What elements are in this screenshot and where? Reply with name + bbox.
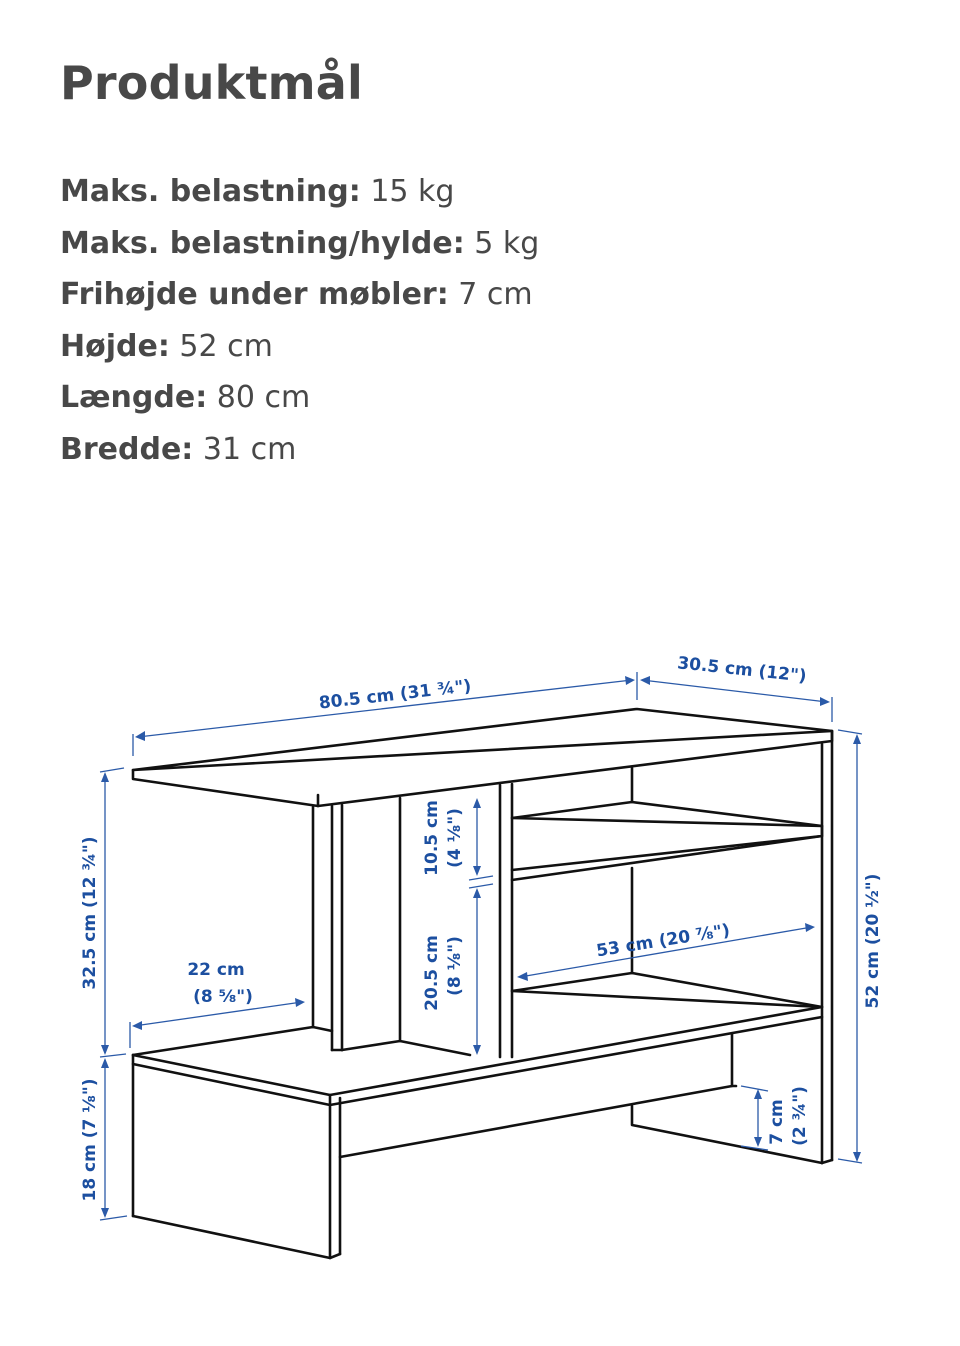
page-title: Produktmål [60, 56, 363, 110]
spec-value: 7 cm [458, 277, 533, 313]
dim-left-depth-cm: 22 cm [187, 960, 245, 980]
spec-value: 31 cm [202, 431, 297, 467]
spec-label: Maks. belastning: [60, 174, 361, 209]
dim-lower-shelf-gap-in: (8 ⅛") [445, 936, 465, 996]
dimension-lines [100, 672, 862, 1220]
dim-top-shelf-gap-in: (4 ⅛") [445, 808, 465, 868]
spec-label: Længde: [60, 380, 208, 416]
spec-value: 52 cm [179, 328, 273, 364]
spec-max-load [60, 166, 539, 218]
spec-height [60, 321, 539, 373]
spec-value: 80 cm [216, 380, 311, 416]
furniture-outline [133, 709, 832, 1258]
dim-top-shelf-gap-cm: 10.5 cm [422, 800, 442, 876]
dim-lower-height: 18 cm (7 ⅛") [80, 1078, 100, 1202]
spec-label: Maks. belastning/hylde: [60, 225, 465, 261]
dim-length: 80.5 cm (31 ¾") [317, 676, 473, 714]
spec-clearance [60, 269, 539, 321]
dim-depth: 30.5 cm (12") [676, 653, 808, 687]
dim-upper-height: 32.5 cm (12 ¾") [80, 836, 100, 990]
dim-lower-shelf-gap-cm: 20.5 cm [422, 935, 442, 1011]
dim-clearance-in: (2 ¾") [790, 1086, 810, 1146]
dim-clearance-cm: 7 cm [767, 1099, 787, 1145]
spec-label: Frihøjde under møbler: [60, 277, 449, 313]
spec-length [60, 372, 539, 424]
spec-value: 15 kg [370, 174, 455, 209]
spec-label: Bredde: [60, 431, 194, 467]
dimension-diagram [0, 600, 960, 1346]
dim-inner-width: 53 cm (20 ⅞") [594, 920, 732, 962]
dim-total-height: 52 cm (20 ½") [863, 873, 883, 1009]
spec-list [60, 166, 539, 476]
spec-width [60, 424, 539, 476]
dim-left-depth-in: (8 ⅝") [193, 987, 253, 1007]
spec-max-load-per-shelf [60, 218, 539, 270]
furniture-drawing [0, 600, 960, 1346]
spec-value: 5 kg [474, 225, 540, 261]
spec-label: Højde: [60, 328, 170, 364]
